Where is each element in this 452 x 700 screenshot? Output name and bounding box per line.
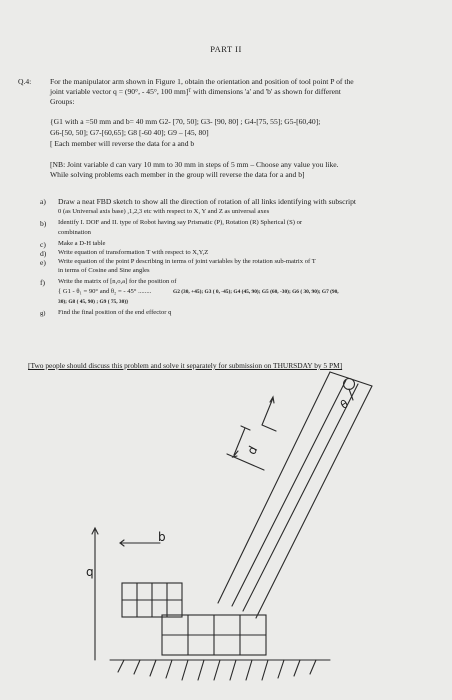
task-g-marker: g) [40,310,46,317]
submission-note: [Two people should discuss this problem and solve it separately for submission on THURSDAY by 5 PM] [28,361,343,370]
task-f-line-3: 30); G8 ( 45, 90) ; G9 ( 75, 30)} [58,299,129,305]
question-line-2: joint variable vector q = (90°, - 45°, 100 mm]ᵀ with dimensions 'a' and 'b' as shown for different [50,87,341,96]
note-line-2: While solving problems each member in the group will reverse the data for a and b] [50,170,305,179]
dimension-d-label: d [244,443,261,457]
theta-label: θ [338,397,351,412]
task-g-line-1: Find the final position of the end effector q [58,309,172,316]
task-f-line-2b: G2 (30, +45); G3 ( 0, -45); G4 (45, 90); G5 (60, -30); G6 ( 30, 90); G7 (90, [173,289,339,295]
task-e-line-1: Write equation of the point P describing in terms of joint variables by the rotation sub-matrix of T [58,258,316,265]
task-d-marker: d) [40,249,47,258]
question-number: Q.4: [18,77,32,86]
task-b-line-1: Identify I. DOF and II. type of Robot having say Prismatic (P), Rotation (R) Spherical (S) or [58,219,303,226]
dimension-q-label: q [86,565,94,579]
task-e-line-2: in terms of Cosine and Sine angles [58,267,150,274]
task-f-line-2a: { G1 - θ₁ = 90° and θ₂ = - 45° ........ [58,288,152,295]
task-b-marker: b) [40,219,47,228]
task-e-marker: e) [40,258,46,267]
dimension-b-label: b [158,530,166,544]
task-b-line-2: combination [58,229,91,236]
task-f-marker: f) [40,278,46,287]
task-c-line-1: Make a D-H table [58,240,106,247]
question-line-3: Groups: [50,97,75,106]
groups-line-2: G6-[50, 50]; G7-[60,65]; G8 [-60 40]; G9 – [45, 80] [50,128,209,137]
task-a-line-2: 0 (as Universal axis base) ,1,2,3 etc with respect to X, Y and Z as universal axes [58,208,270,215]
part-heading: PART II [210,44,242,54]
groups-line-1: {G1 with a =50 mm and b= 40 mm G2- [70, 50]; G3- [90, 80] ; G4-[75, 55]; G5-[60,40]; [50,117,321,126]
task-f-line-1: Write the matrix of [n,o,a] for the position of [58,278,177,285]
groups-line-3: [ Each member will reverse the data for a and b [50,139,195,148]
task-a-line-1: Draw a neat FBD sketch to show all the direction of rotation of all links identifying with subscript [58,197,356,206]
question-line-1: For the manipulator arm shown in Figure 1, obtain the orientation and position of tool point P of the [50,77,354,86]
task-d-line-1: Write equation of transformation T with respect to X,Y,Z [58,249,209,256]
task-a-marker: a) [40,197,46,206]
task-c-marker: c) [40,240,46,249]
note-line-1: [NB: Joint variable d can vary 10 mm to 30 mm in steps of 5 mm – Choose any value you like. [50,160,339,169]
